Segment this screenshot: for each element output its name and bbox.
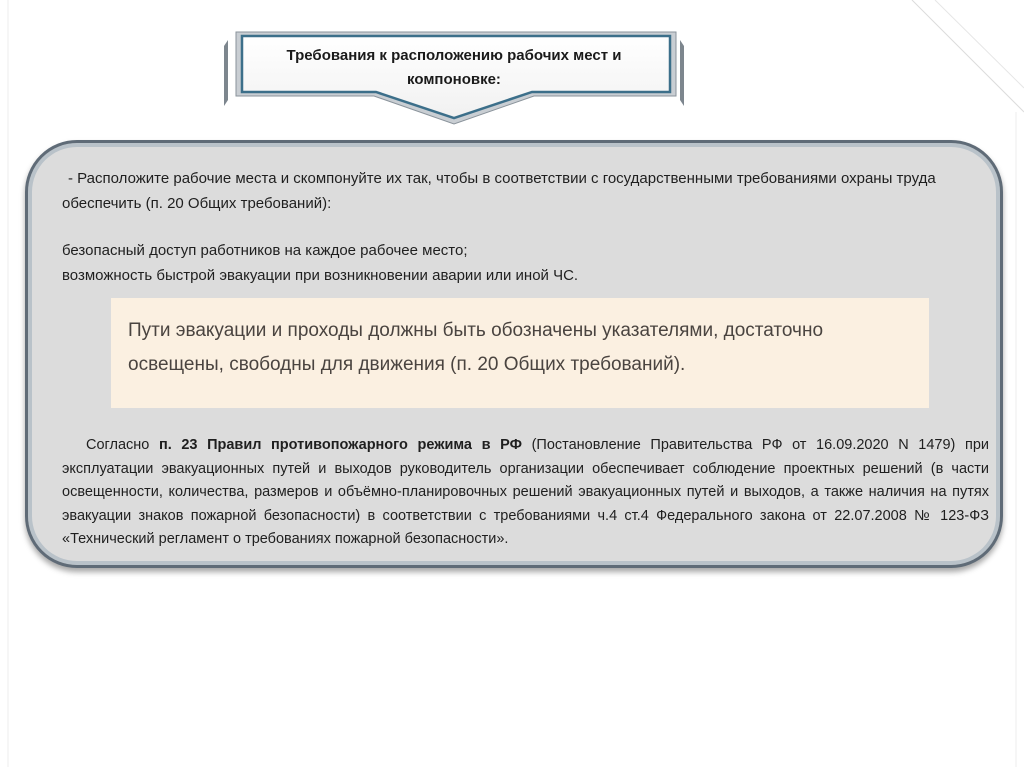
header-callout [214,22,694,130]
highlight-text: Пути эвакуации и проходы должны быть обозначены указателями, достаточно освещены, свободны для движения (п. 20 Общих требований). [128,320,824,375]
intro-lead: - Расположите рабочие места и скомпонуйте их так, чтобы в соответствии с государственными требованиями охраны труда обеспечить (п. 20 Общих требований): [62,170,936,212]
page-title: Требования к расположению рабочих мест и компоновке: [286,47,622,88]
regulation-prefix: Согласно [86,437,159,453]
regulation-paragraph [62,434,989,552]
intro-block [62,166,1002,288]
spacer [62,216,1002,238]
regulation-reference: п. 23 Правил противопожарного режима в РФ [158,437,522,453]
intro-item-evacuation: возможность быстрой эвакуации при возникновении аварии или иной ЧС. [62,267,579,284]
regulation-text: (Постановление Правительства РФ от 16.09.2020 N 1479) при эксплуатации эвакуационных путей и выходов руководитель организации обеспечивает соблюдение проектных решений (в части освещенности, количества, размеров и объёмно-планировочных решений эвакуационных путей и выходов, а также наличия на путях эвакуации знаков пожарной безопасности) в соответствии с требованиями ч.4 ст.4 Федерального закона от 22.07.2008 № 123-ФЗ «Технический регламент о требованиях пожарной безопасности». [62,437,989,547]
intro-item-access: безопасный доступ работников на каждое рабочее место; [62,242,468,259]
